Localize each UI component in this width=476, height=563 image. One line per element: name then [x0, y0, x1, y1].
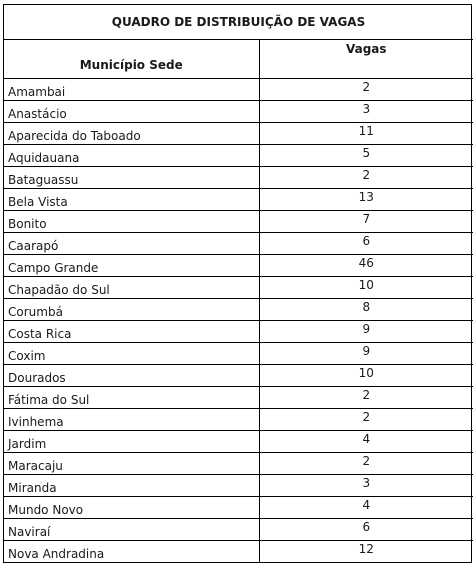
table-row [4, 431, 473, 453]
table-row [4, 497, 473, 519]
vagas-cell: 2 [259, 453, 473, 475]
table-row [4, 189, 473, 211]
municipio-cell: Anastácio [4, 101, 259, 123]
vagas-cell: 13 [259, 189, 473, 211]
table-row [4, 343, 473, 365]
municipio-cell: Bela Vista [4, 189, 259, 211]
vagas-cell: 8 [259, 299, 473, 321]
vagas-cell: 4 [259, 497, 473, 519]
municipio-cell: Bonito [4, 211, 259, 233]
table-body [4, 5, 473, 562]
municipio-cell: Chapadão do Sul [4, 277, 259, 299]
municipio-cell: Bataguassu [4, 167, 259, 189]
municipio-cell: Corumbá [4, 299, 259, 321]
vacancy-distribution-table [3, 4, 472, 563]
vagas-cell: 9 [259, 321, 473, 343]
table-row [4, 277, 473, 299]
table-row [4, 409, 473, 431]
vagas-cell: 2 [259, 387, 473, 409]
title-row [4, 5, 473, 40]
table-row [4, 453, 473, 475]
table-row [4, 365, 473, 387]
vagas-cell: 46 [259, 255, 473, 277]
table-row [4, 123, 473, 145]
municipio-cell: Jardim [4, 431, 259, 453]
municipio-cell: Aquidauana [4, 145, 259, 167]
vagas-cell: 7 [259, 211, 473, 233]
vagas-cell: 6 [259, 519, 473, 541]
table [4, 5, 473, 562]
municipio-cell: Amambai [4, 79, 259, 101]
vagas-cell: 9 [259, 343, 473, 365]
table-row [4, 519, 473, 541]
header-vagas: Vagas [259, 40, 473, 79]
table-row [4, 475, 473, 497]
table-title: QUADRO DE DISTRIBUIÇÃO DE VAGAS [4, 5, 473, 40]
municipio-cell: Fátima do Sul [4, 387, 259, 409]
municipio-cell: Ivinhema [4, 409, 259, 431]
vagas-cell: 12 [259, 541, 473, 563]
vagas-cell: 3 [259, 101, 473, 123]
header-row [4, 40, 473, 79]
table-row [4, 321, 473, 343]
table-row [4, 167, 473, 189]
vagas-cell: 10 [259, 365, 473, 387]
table-row [4, 233, 473, 255]
vagas-cell: 2 [259, 167, 473, 189]
municipio-cell: Nova Andradina [4, 541, 259, 563]
municipio-cell: Campo Grande [4, 255, 259, 277]
vagas-cell: 2 [259, 409, 473, 431]
table-row [4, 299, 473, 321]
municipio-cell: Naviraí [4, 519, 259, 541]
vagas-cell: 10 [259, 277, 473, 299]
vagas-cell: 6 [259, 233, 473, 255]
header-municipio: Município Sede [4, 40, 259, 79]
municipio-cell: Costa Rica [4, 321, 259, 343]
municipio-cell: Maracaju [4, 453, 259, 475]
vagas-cell: 4 [259, 431, 473, 453]
vagas-cell: 11 [259, 123, 473, 145]
municipio-cell: Miranda [4, 475, 259, 497]
municipio-cell: Caarapó [4, 233, 259, 255]
table-row [4, 101, 473, 123]
table-row [4, 387, 473, 409]
municipio-cell: Mundo Novo [4, 497, 259, 519]
municipio-cell: Dourados [4, 365, 259, 387]
municipio-cell: Coxim [4, 343, 259, 365]
table-row [4, 79, 473, 101]
table-row [4, 541, 473, 563]
table-row [4, 255, 473, 277]
table-row [4, 211, 473, 233]
vagas-cell: 2 [259, 79, 473, 101]
table-row [4, 145, 473, 167]
vagas-cell: 3 [259, 475, 473, 497]
vagas-cell: 5 [259, 145, 473, 167]
municipio-cell: Aparecida do Taboado [4, 123, 259, 145]
